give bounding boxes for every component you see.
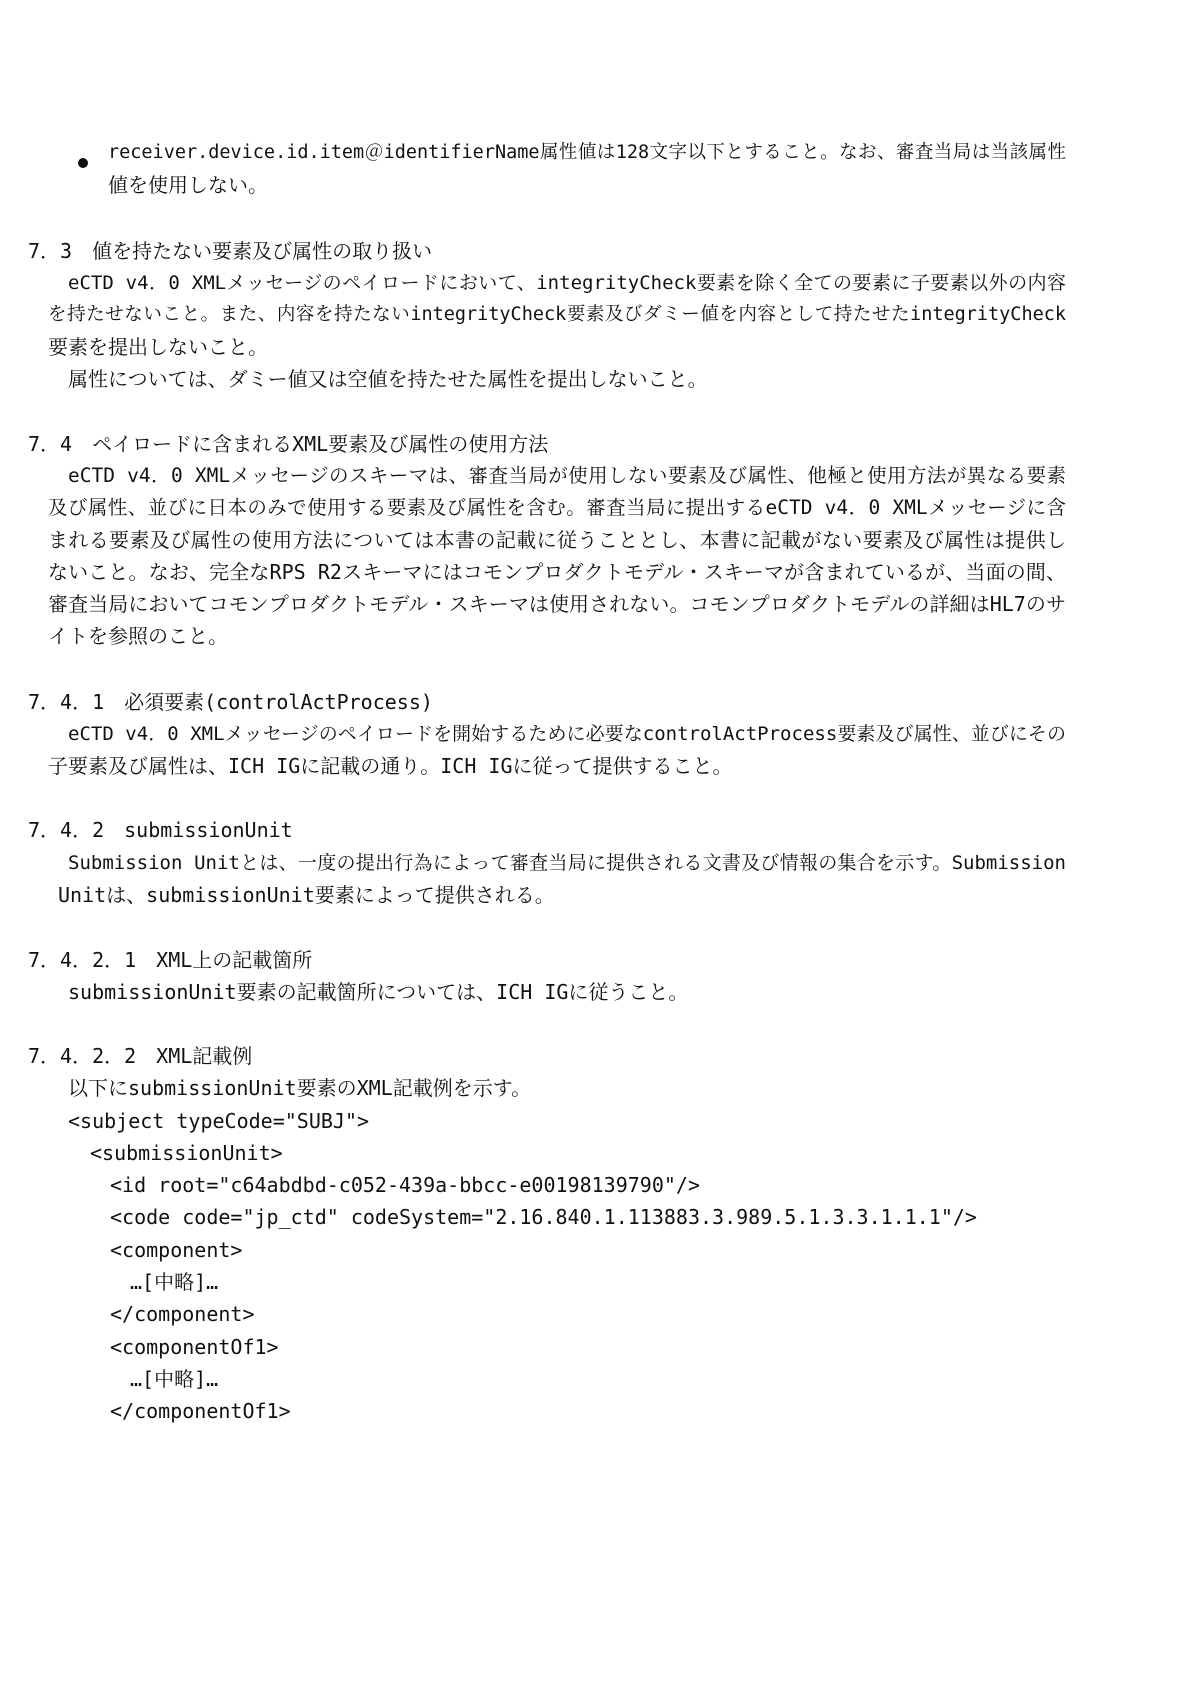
code-line: <subject typeCode="SUBJ"> bbox=[68, 1109, 370, 1133]
section-7-4-heading: 7．4 ペイロードに含まれるXML要素及び属性の使用方法 bbox=[28, 432, 549, 456]
section-7-3-para2-line1: 属性については、ダミー値又は空値を持たせた属性を提出しないこと。 bbox=[68, 367, 708, 391]
bullet-text-line-1: receiver.device.id.item＠identifierName属性値は128文字以下とすること。なお、審査当局は当該属性 bbox=[108, 142, 1066, 163]
section-7-4-2-1-line1: submissionUnit要素の記載箇所については、ICH IGに従うこと。 bbox=[68, 980, 689, 1004]
bullet-text-line-2: 値を使用しない。 bbox=[108, 173, 268, 197]
section-7-4-line1: eCTD v4．0 XMLメッセージのスキーマは、審査当局が使用しない要素及び属性、他極と使用方法が異なる要素 bbox=[68, 464, 1066, 487]
section-7-4-2-1-heading: 7．4．2．1 XML上の記載箇所 bbox=[28, 948, 313, 972]
section-7-3-para1-line3: 要素を提出しないこと。 bbox=[48, 335, 268, 359]
section-7-4-2-heading: 7．4．2 submissionUnit bbox=[28, 818, 293, 842]
section-7-4-line5: 審査当局においてコモンプロダクトモデル・スキーマは使用されない。コモンプロダクトモデルの詳細はHL7のサ bbox=[48, 592, 1066, 616]
section-7-4-2-2-heading: 7．4．2．2 XML記載例 bbox=[28, 1044, 253, 1068]
code-line: …[中略]… bbox=[130, 1367, 219, 1391]
section-7-3-heading: 7．3 値を持たない要素及び属性の取り扱い bbox=[28, 239, 433, 263]
code-line: </component> bbox=[110, 1302, 255, 1326]
section-7-4-line4: ないこと。なお、完全なRPS R2スキーマにはコモンプロダクトモデル・スキーマが含まれているが、当面の間、 bbox=[48, 560, 1066, 584]
section-7-4-2-2-intro: 以下にsubmissionUnit要素のXML記載例を示す。 bbox=[68, 1076, 532, 1100]
code-line: </componentOf1> bbox=[110, 1399, 291, 1423]
section-7-4-1-heading: 7．4．1 必須要素(controlActProcess) bbox=[28, 690, 433, 714]
section-7-4-line2: 及び属性、並びに日本のみで使用する要素及び属性を含む。審査当局に提出するeCTD v4．0 XMLメッセージに含 bbox=[48, 496, 1066, 519]
section-7-4-1-line2: 子要素及び属性は、ICH IGに記載の通り。ICH IGに従って提供すること。 bbox=[48, 754, 733, 778]
code-line: <componentOf1> bbox=[110, 1335, 279, 1359]
bullet-icon bbox=[78, 158, 88, 168]
section-7-4-line6: イトを参照のこと。 bbox=[48, 624, 228, 648]
section-7-3-para1-line1: eCTD v4．0 XMLメッセージのペイロードにおいて、integrityCheck要素を除く全ての要素に子要素以外の内容 bbox=[68, 272, 1066, 294]
code-line: <component> bbox=[110, 1238, 243, 1262]
section-7-4-1-line1: eCTD v4．0 XMLメッセージのペイロードを開始するために必要なcontrolActProcess要素及び属性、並びにその bbox=[68, 723, 1066, 745]
code-line: <id root="c64abdbd-c052-439a-bbcc-e00198139790"/> bbox=[110, 1173, 701, 1197]
section-7-4-2-line1: Submission Unitとは、一度の提出行為によって審査当局に提供される文書及び情報の集合を示す。Submission bbox=[68, 852, 1066, 874]
section-7-3-para1-line2: を持たせないこと。また、内容を持たないintegrityCheck要素及びダミー値を内容として持たせたintegrityCheck bbox=[48, 304, 1066, 325]
code-line: …[中略]… bbox=[130, 1270, 219, 1294]
section-7-4-2-line2: Unitは、submissionUnit要素によって提供される。 bbox=[58, 883, 555, 907]
section-7-4-line3: まれる要素及び属性の使用方法については本書の記載に従うこととし、本書に記載がない要素及び属性は提供し bbox=[48, 528, 1066, 552]
code-line: <submissionUnit> bbox=[90, 1141, 283, 1165]
code-line: <code code="jp_ctd" codeSystem="2.16.840.1.113883.3.989.5.1.3.3.1.1.1"/> bbox=[110, 1205, 977, 1229]
